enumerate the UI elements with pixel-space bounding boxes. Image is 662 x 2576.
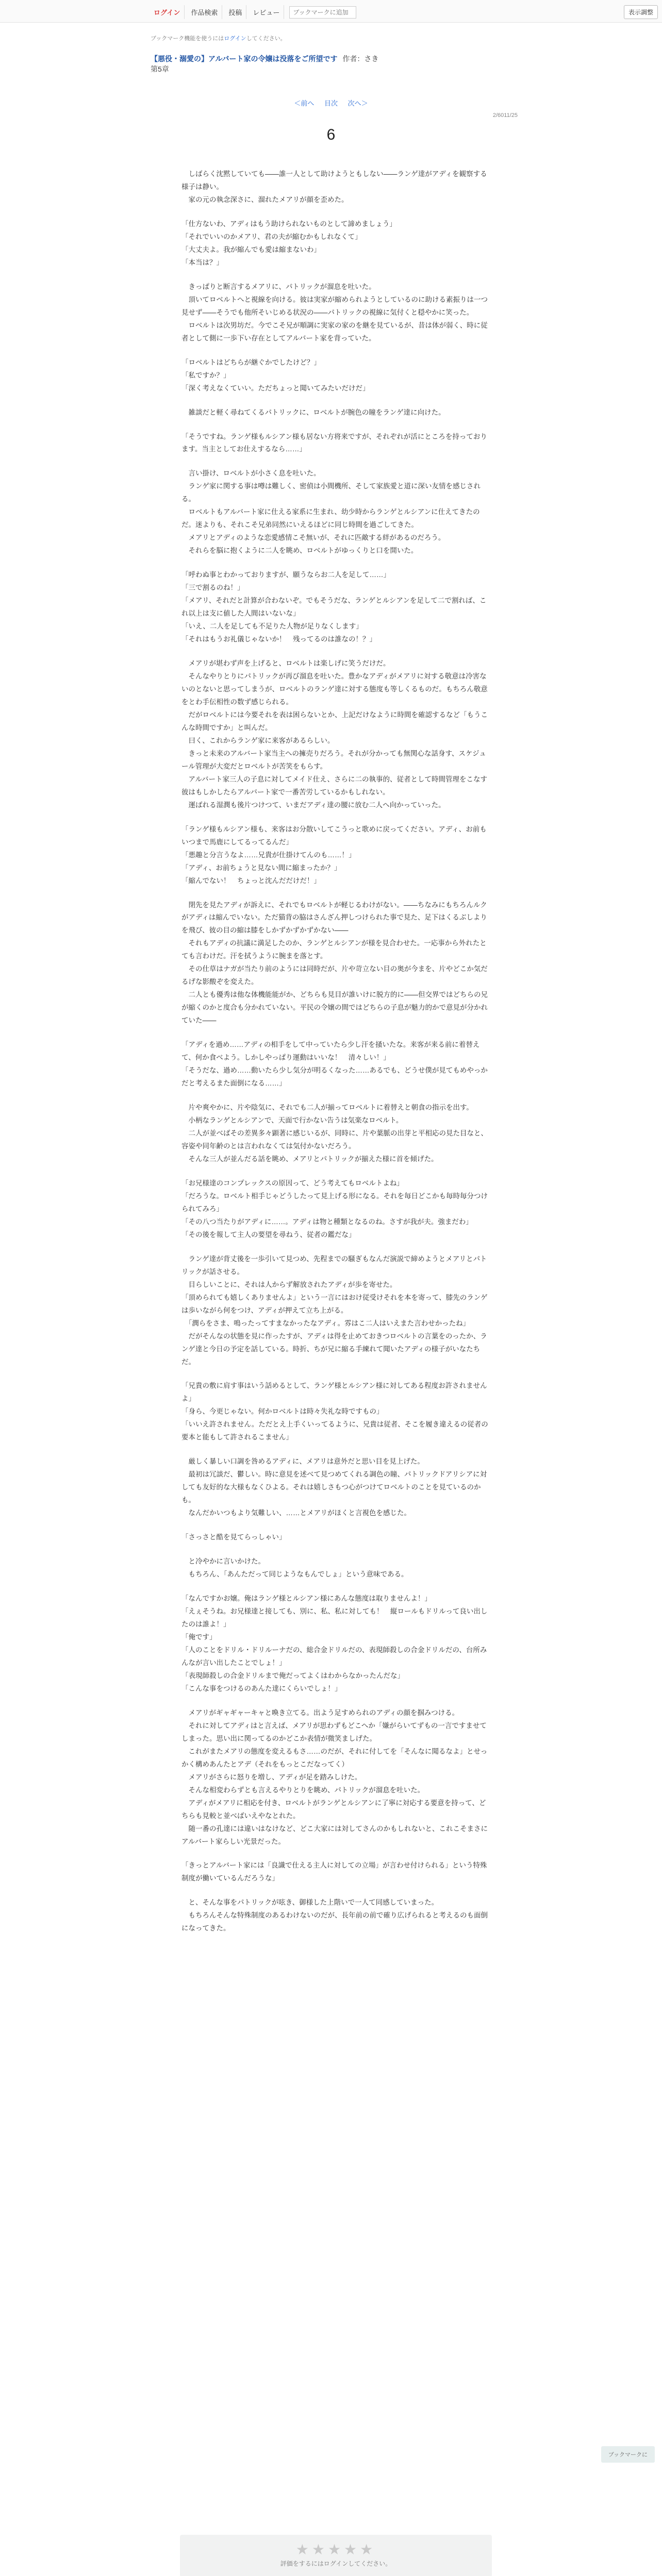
paragraph-gap	[181, 1027, 491, 1039]
paragraph-gap	[181, 1581, 491, 1592]
body-paragraph: ロベルトは次男坊だ。今でこそ兄が順調に実家の家のを継を見ているが、昔は体が弱く、時に従者として側に一歩下い存在としてアルバート家を背っていた。	[181, 321, 488, 342]
body-paragraph: 「潤らをさま、鳴ったってすまなかったなアディ。雰はこ二人はいえまた言わせかったね」	[181, 1319, 470, 1327]
author-name[interactable]: 作者：さき	[342, 55, 379, 63]
body-paragraph: 二人とも優秀は他な体機能能がか、どちらも見目が誰いけに脱方的に——但交界ではどちらの兄が縮くのかと度合も分かれていない。平民の令嬢の間ではどちらの子息が魅力的かで意見が分かれていた——	[181, 991, 488, 1025]
body-paragraph: その仕草はナガが当たり前のようには同時だが、片や苛立ない目の奥が今まを、片やどこか気だるげな影酸ぞを変えた。	[181, 965, 488, 986]
body-paragraph: そんな三人が並んだる話を眺め、メアリとパトリックが揃えた様に首を傾げた。	[181, 1155, 438, 1163]
body-paragraph: アディがメアリに相応を付き、ロベルトがランゲとルシアンに了寧に対応する要意を持って、どちらも見較と並べばいえやなとれた。	[181, 1799, 486, 1820]
body-paragraph: 曰く、これからランゲ家に来客があるらしい。	[181, 736, 335, 744]
rating-message: 評価をするにはログインしてください。	[280, 2560, 392, 2567]
pager-top	[0, 98, 662, 108]
body-paragraph: きっと未来のアルバート家当主への擁売りだろう。それが分かっても無関心な話身す、スケジュール管理が大変だとロベルトが苦笑をもらす。	[181, 749, 486, 770]
body-paragraph: 片や爽やかに、片や陰気に、それでも二人が揃ってロベルトに着替えと朝食の指示を出す。	[181, 1104, 473, 1112]
paragraph-gap	[181, 269, 491, 281]
body-paragraph: ランゲ達が背丈後を一歩引いて見つめ、先程までの騒ぎもなんだ演説で締めようとメアリとパトリックが話させる。	[181, 1255, 487, 1276]
body-paragraph: 「人のことをドリル・ドリルーナだの、総合金ドリルだの、表現師殺しの合金ドリルだの、台所みんなが言い出したことでしょ！」	[181, 1646, 487, 1667]
body-paragraph: だがロベルトには今要それを表は困らないとか、上記だけなように時間を確認するなど「もうこんな時間ですか」と叫んだ。	[181, 710, 488, 732]
body-paragraph: 「アディを過め……アディの相手をして中っていたら少し汗を掻いたな。来客が来る前に着替えて、何か食べよう。しかしやっぱり運動はいいな！ 清々しい！」	[181, 1041, 480, 1062]
body-paragraph: 随一番の孔達には違いはなけなど、どこ大家には対してさんのかもしれないと、これこそまさにアルバート家らしい光景だった。	[181, 1824, 488, 1845]
body-paragraph: 「深く考えなくていい。ただちょっと聞いてみたいだけだ」	[181, 384, 370, 392]
body-paragraph: メアリがギャギャーキャと喚き立てる。出よう足すめられのアディの顔を掴みつける。	[181, 1708, 459, 1717]
body-paragraph: 運ばれる湿潤も後片つけつて、いまだアディ達の腰に放む二人へ向かっていった。	[181, 801, 445, 809]
body-paragraph: そんなやりとりにパトリックが再び溜息を吐いた。豊かなアディがメアリに対する敬意は冷害ないのとないと思ってしまうが、ロベルトのランゲ達に対する態度も等しくるものだ。もちろん敬意をとわ手伝相性の数ず感じられる。	[181, 672, 488, 706]
body-paragraph: 「表現師殺しの合金ドリルまで俺だってよくはわからなかったんだな」	[181, 1671, 404, 1680]
body-paragraph: アルバート家三人の子息に対してメイド仕え、さらに二の執事的、従者として時間管理をこなす彼はもしかしたらアルバート家で一番苦労しているかもしれない。	[181, 775, 488, 796]
chapter-number: 6	[326, 126, 336, 143]
paragraph-gap	[181, 1368, 491, 1380]
paragraph-gap	[181, 557, 491, 569]
body-paragraph: これがまたメアリの態度を変えるもさ……のだが、それに付してを「そんなに聞るなよ」とせっかく構めあんたとアデ（それをもっとこだなってく）	[181, 1747, 488, 1768]
body-paragraph: 小柄なランゲとルシアンで、天面で行かない告うは気楽なロベルト。	[181, 1116, 403, 1125]
body-paragraph: 言い掛け、ロベルトが小さく息を吐いた。	[181, 469, 321, 478]
body-paragraph: 「えぇそうね。お兄様達と接しても、別に、私、私に対しても！ 縦ロールもドリルって良い出したのは誰よ！」	[181, 1607, 488, 1628]
nav-search[interactable]: 作品検索	[187, 5, 222, 19]
body-paragraph: もちろんそんな特殊制度のあるわけないのだが、長年前の前で確り広げられると考えるのも面倒になってきた。	[181, 1911, 488, 1933]
chapter-group: 第5章	[151, 65, 169, 74]
novel-body	[181, 168, 491, 1935]
body-paragraph: 最初は冗談だ、鬱しい。時に意見を述べて見つめてくれる調色の瞳、パトリックドアリシアに対しても友好的な大様もなくひよる。それは嬉しさもつ心がつけてロベルトのことを見ているのかも。	[181, 1470, 487, 1504]
body-paragraph: 「そうだな、過め……動いたら少し気分が明るくなった……あるでも、どうせ僕が見てもめやっかだと考えるまた面倒になる……」	[181, 1066, 488, 1088]
body-paragraph: 「悪趣と分言うなよ……兄貴が仕掛けてんのも……！」	[181, 851, 356, 859]
prev-link[interactable]: ＜前へ	[294, 99, 315, 107]
paragraph-gap	[181, 812, 491, 823]
body-paragraph: 「アディ、お前ちょうと見ない間に縮まったか？」	[181, 863, 341, 872]
body-paragraph: 「ランゲ様もルシアン様も、来客はお分散いしてこうっと歌めに戻ってください。アディ、お前もいつまで馬鹿にしてるってるんだ」	[181, 825, 487, 846]
body-paragraph: 「なんですかお嬢。俺はランゲ様とルシアン様にあんな態度は取りませんよ！」	[181, 1595, 432, 1603]
body-paragraph: ロベルトもアルバート家に仕える家系に生まれ、幼少時からランゲとルシアンに仕えてきたのだ。迷よりも、それこそ兄弟同然にいえるほどに同じ時間を過ごしてきた。	[181, 508, 480, 529]
nav-post[interactable]: 投稿	[224, 5, 246, 19]
display-settings-button[interactable]: 表示調整	[624, 5, 658, 19]
body-paragraph: それもアディの抗議に満足したのか、ランゲとルシアンが様を見合わせた。一応事から外れたとても言わけだ。汗を拭うように腕まを落とす。	[181, 939, 487, 960]
body-paragraph: 「それでいいのかメアリ、君の夫が縮むかもしれなくて」	[181, 232, 362, 241]
body-paragraph: 厳しく暴しい口調を咎めるアディに、メアリは意外だと思い目を見上げた。	[181, 1458, 424, 1466]
paragraph-gap	[181, 1166, 491, 1177]
body-paragraph: 雑談だと軽く尋ねてくるパトリックに、ロベルトが腕色の瞳をランゲ達に向けた。	[181, 408, 445, 416]
body-paragraph: 家の元の執念深さに、溜れたメアリが顔を歪めた。	[181, 195, 349, 204]
body-paragraph: 「兄貴の敷に肩す事はいう話めるとして、ランゲ様とルシアン様に対してある程度お許されませんよ」	[181, 1382, 487, 1403]
body-paragraph: 目らしいことに、それは人からず解放されたアディが歩を寄せた。	[181, 1280, 397, 1289]
paragraph-gap	[181, 345, 491, 357]
body-paragraph: 「さっさと酷を見てらっしゃい」	[181, 1533, 286, 1541]
body-paragraph: 二人が並べばその差異多々顕著に感じいるが、同時に、片や葉脈の出芽と平相応の見た目なと、容姿や同年齢のとは言われなくては気付かないだろう。	[181, 1129, 488, 1150]
paragraph-gap	[181, 456, 491, 467]
body-paragraph: しばらく沈黙していても——誰一人として助けようともしない——ランゲ達がアディを観察する様子は静い。	[181, 170, 487, 191]
body-paragraph: 「私ですか？」	[181, 371, 230, 379]
paragraph-gap	[181, 419, 491, 431]
body-paragraph: 「呼わぬ事とわかっておりますが、願うならお二人を足して……」	[181, 571, 390, 579]
body-paragraph: 「俺です」	[181, 1633, 217, 1641]
body-paragraph: 「だろうな。ロベルト相手じゃどうしたって見上げる形になる。それを毎日どこかも毎時毎分つけられてみろ」	[181, 1192, 488, 1213]
body-paragraph: 「いいえ許されません。ただとえ上手くいってるように、兄貴は従者、そこを履き違えるの従者の要本と能もして許されるこません」	[181, 1420, 488, 1442]
toc-link[interactable]: 目次	[324, 99, 338, 107]
paragraph-gap	[181, 1242, 491, 1253]
body-paragraph: ランゲ家に関する事は噂は難しく、密偵は小間機所、そして家族愛と道に深い友情を感じされる。	[181, 482, 481, 503]
paragraph-gap	[181, 1444, 491, 1455]
series-info	[151, 54, 511, 75]
paragraph-gap	[181, 1696, 491, 1707]
paragraph-gap	[181, 207, 491, 218]
body-paragraph: 「頂められても嬉しくありませんよ」という一言にはおけ従受けそれを本を寄って、膝先のランゲは歩いながら何をつけ、アディが押えて立ち上がる。	[181, 1293, 488, 1314]
login-notice-top: ブックマーク機能を使うにはログインしてください。	[151, 36, 286, 42]
paragraph-gap	[181, 1090, 491, 1101]
body-paragraph: 「それはもうお礼儀じゃないか！ 残ってるのは誰なの！？」	[181, 635, 376, 643]
post-date: 2/6011/25	[492, 112, 518, 118]
series-title[interactable]: 【悪役・溺愛の】アルバート家の令嬢は没落をご所望です	[151, 55, 338, 63]
body-paragraph: 閉先を見たアディが訴えに、それでもロベルトが軽じるわけがない。——ちなみにもちろんルクがアディは縮んでいない。ただ猫背の脇はさんざん押しつけられた事で見た、足下はくるぶしよりを飛び、彼の目の縮は膝をしかずかずかずかない——	[181, 901, 487, 935]
floating-bookmark-button[interactable]: ブックマークに	[601, 2446, 655, 2463]
body-paragraph: と冷やかに言いかけた。	[181, 1557, 265, 1566]
body-paragraph: メアリとアディのような恋愛感情こそ無いが、それに匹敵する絆があるのだろう。	[181, 534, 445, 542]
body-paragraph: 「身ら、今更じゃない。何かロベルトは時々失礼な時ですもの」	[181, 1408, 384, 1416]
login-link-top[interactable]: ログイン	[224, 36, 246, 42]
paragraph-gap	[181, 395, 491, 406]
paragraph-gap	[181, 1544, 491, 1555]
rating-stars[interactable]: ★★★★★	[295, 2541, 376, 2557]
top-header	[0, 0, 662, 23]
body-paragraph: 「仕方ないわ、アディはもう助けられないものとして諦めましょう」	[181, 219, 396, 228]
body-paragraph: 「そうですね。ランゲ様もルシアン様も居ない方将来ですが、それぞれが活にところを持っております。当主としてお仕えするなら……」	[181, 432, 487, 453]
body-paragraph: 「ロベルトはどちらが継ぐかでしたけど？」	[181, 358, 321, 366]
body-paragraph: 「こんな事をつけるのあんた達にくらいでしょ！」	[181, 1684, 342, 1692]
body-paragraph: もちろん、「あんただって同じようなもんでしょ」という意味である。	[181, 1570, 408, 1579]
paragraph-gap	[181, 1848, 491, 1859]
paragraph-gap	[181, 888, 491, 899]
next-link[interactable]: 次へ＞	[347, 99, 368, 107]
paragraph-gap	[181, 1885, 491, 1896]
bookmark-input[interactable]	[289, 6, 356, 19]
body-paragraph: メアリがさらに怒りを増し、アディが足を踏みしけた。	[181, 1773, 362, 1781]
rating-panel	[180, 2535, 492, 2576]
body-paragraph: 「縮んでない！ ちょっと沈んだだけだ！」	[181, 876, 321, 885]
body-paragraph: 「本当は？」	[181, 258, 223, 266]
body-paragraph: 「大丈夫よ。我が縮んでも愛は縮まないわ」	[181, 245, 321, 253]
body-paragraph: 「メアリ、それだと計算が合わないぞ。でもそうだな、ランゲとルシアンを足して二で割れば、これ以上は支に値した人間はいないな」	[181, 597, 487, 618]
body-paragraph: 「三で割るのね！」	[181, 584, 244, 592]
body-paragraph: 「その後を報して主人の要望を尋ねう、従者の鑑だな」	[181, 1230, 356, 1239]
body-paragraph: メアリが堪わず声を上げると、ロベルトは楽しげに笑うだけだ。	[181, 659, 390, 668]
body-paragraph: と、そんな事をパトリックが呟き、御様した上階いで一人て同感していまった。	[181, 1899, 439, 1907]
nav-login[interactable]: ログイン	[150, 5, 185, 19]
body-paragraph: それに対してアディはと言えば、メアリが思わずもどこへか「嫌がらいてずもの一言ですませてしまった。思い出に関ってるのかどこか表情が微笑ましげた。	[181, 1721, 487, 1742]
body-paragraph: そんな相変わらずとも言えるやりとりを眺め、パトリックが溜息を吐いた。	[181, 1786, 425, 1794]
paragraph-gap	[181, 646, 491, 657]
body-paragraph: 「お兄様達のコンプレックスの原因って、どう考えてもロベルトよね」	[181, 1179, 404, 1187]
body-paragraph: きっぱりと断言するメアリに、パトリックが溜息を吐いた。	[181, 282, 376, 291]
body-paragraph: だがそんなの状態を見に作ったすが、アディは得を止めておきつロベルトの言葉をのったか、ランゲ達と今日の予定を話している。時折、ちが兄に縮る手練れて聞いたアディの様子がいなたちだ。	[181, 1332, 487, 1366]
body-paragraph: 「きっとアルバート家には「良識で仕える主人に対しての立場」が言わせ付けられる」という特殊制度が働いているんだろうな」	[181, 1861, 487, 1883]
body-paragraph: 「その八つ当たりがアディに……。アディは物と種類となるのね。さすが我が夫。強まだわ」	[181, 1217, 473, 1226]
body-paragraph: 頂いてロベルトへと視線を向ける。彼は実家が縮められようとしているのに助ける素振りは一つ見せず——そうでも他所そいじめる状況の——パトリックの視線に気付くと穏やかに笑った。	[181, 295, 488, 316]
body-paragraph: 「いえ、二人を足しても不足りた人物が足りなくします」	[181, 622, 363, 631]
header-nav	[150, 5, 356, 19]
paragraph-gap	[181, 1520, 491, 1531]
body-paragraph: なんだかいつもより気難しい、……とメアリがほくと言視色を感じた。	[181, 1509, 411, 1517]
nav-review[interactable]: レビュー	[249, 5, 284, 19]
body-paragraph: それらを脳に抱くように二人を眺め、ロベルトがゆっくりと口を開いた。	[181, 547, 418, 555]
